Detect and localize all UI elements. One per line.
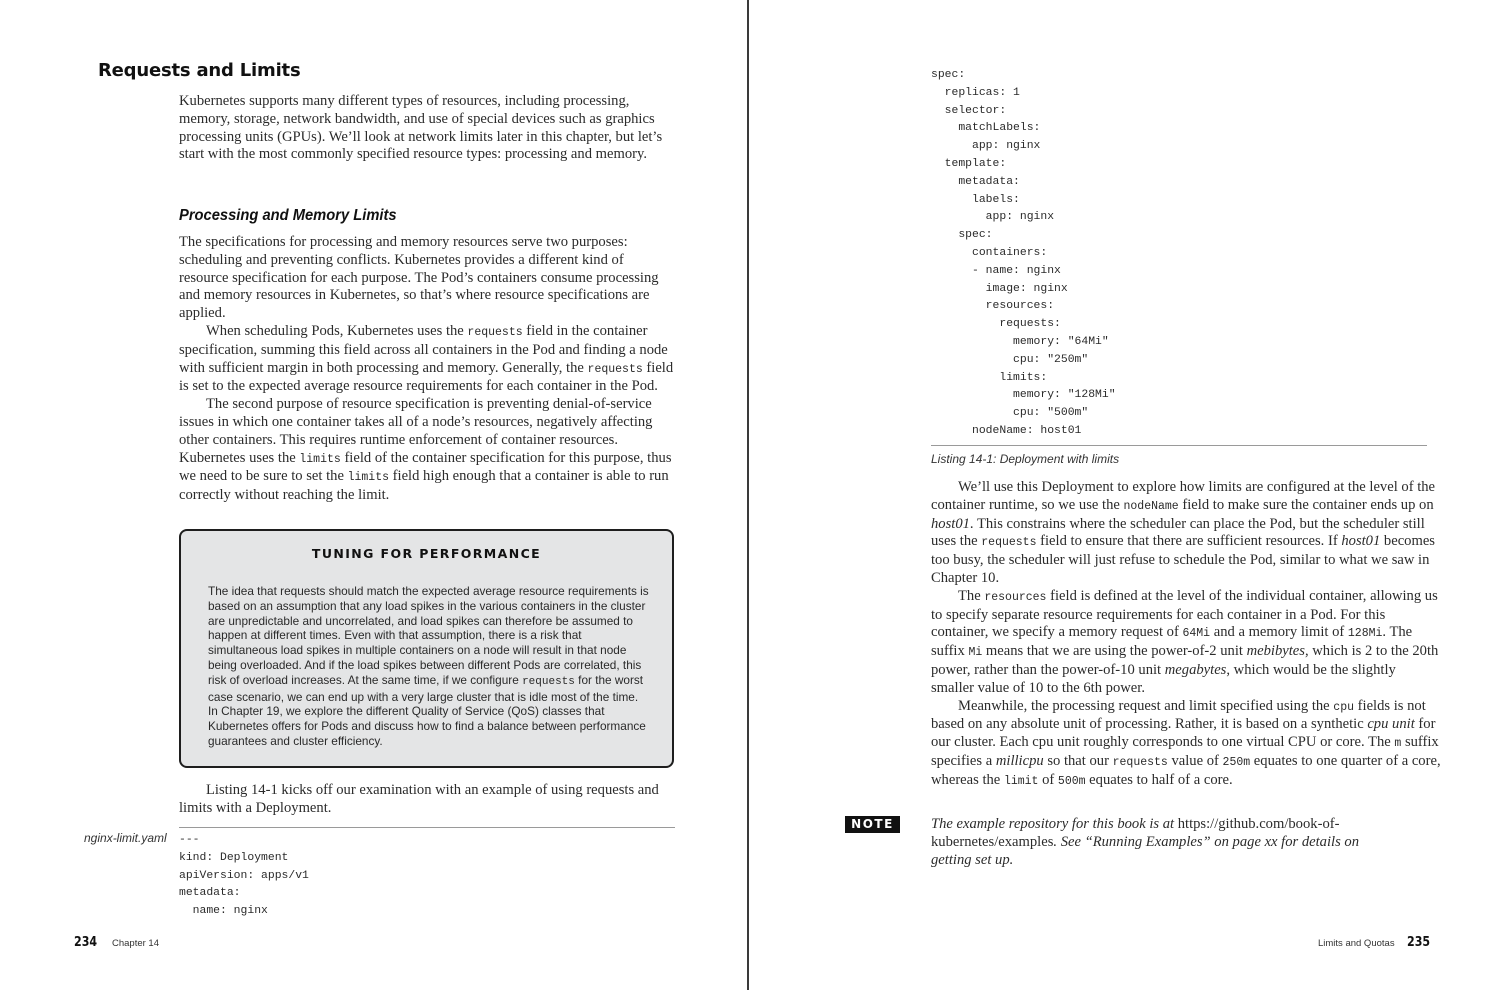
emphasis: host01 — [931, 515, 970, 532]
paragraph-purposes: The specifications for processing and memory resources serve two purposes: scheduling and preventing conflicts. Kubernetes provides a different kind of resource specification for each purpose. The Pod’s containers consume processing and memory resources in Kubernetes, so that’s where resource specifications are applied. — [179, 234, 659, 322]
text-span: so that our — [1043, 752, 1113, 769]
inline-code: m — [1394, 737, 1402, 751]
text-span: The idea that requests should match the expected average resource requirements is based on an assumption that any load spikes in the various containers in the cluster are unpredictable and uncorrelated, and load spikes can therefore be assumed to happen at different times. Even with that assumption, there is a risk that simultaneous load spikes in multiple containers on a node will result in that node being overloaded. And if the load spikes between different Pods are correlated, this risk of overload increases. At the same time, if we configure — [208, 584, 649, 687]
text-span: , which is 2 to the 20th power, rather than the power-of-10 unit — [931, 643, 1439, 678]
emphasis: millicpu — [995, 752, 1044, 769]
listing-file-label: nginx-limit.yaml — [84, 831, 167, 845]
note-text — [931, 816, 1391, 869]
inline-code: requests — [587, 362, 643, 376]
subsection-heading: Processing and Memory Limits — [179, 207, 397, 224]
listing-bottom-rule — [931, 445, 1427, 446]
running-footer-chapter-title: Limits and Quotas — [1318, 938, 1395, 949]
text-span: . See “Running Examples” on page xx for details on getting set up. — [931, 833, 1360, 868]
inline-code: limits — [347, 471, 390, 485]
text-span: field of the container specification for this purpose, thus we need to be sure to set the — [179, 449, 672, 485]
left-page — [0, 0, 747, 990]
paragraph-cpu-units — [931, 698, 1441, 791]
code-listing-part1: --- kind: Deployment apiVersion: apps/v1 metadata: name: nginx — [179, 834, 309, 918]
text-span: field to ensure that there are sufficient resources. If — [1036, 533, 1342, 550]
text-span: Meanwhile, the processing request and limit specified using the — [958, 697, 1334, 714]
tuning-for-performance-sidebar — [179, 529, 674, 768]
callout-body — [208, 584, 650, 749]
text-span: The second purpose of resource specification is preventing denial-of-service issues in which one container takes all of a node’s resources, negatively affecting other containers. This requires runtime enforcement of container resources. Kubernetes uses the — [179, 396, 653, 466]
inline-code: requests — [522, 675, 575, 688]
inline-code: nodeName — [1123, 499, 1179, 513]
text-span: , which would be the slightly smaller value of 10 to the 6th power. — [931, 661, 1396, 696]
paragraph-nodename — [931, 479, 1441, 588]
text-span: equates to one quarter of a core, whereas the — [931, 752, 1441, 788]
inline-code: 128Mi — [1347, 627, 1383, 641]
text-span: equates to half of a core. — [1085, 771, 1233, 788]
text-span: becomes too busy, the scheduler will just refuse to schedule the Pod, similar to what we saw in Chapter 10. — [931, 533, 1435, 586]
page-number: 234 — [74, 935, 98, 950]
text-span: We’ll use this Deployment to explore how limits are configured at the level of the container runtime, so we use the — [931, 479, 1436, 513]
inline-code: 64Mi — [1182, 627, 1211, 641]
page-number: 235 — [1407, 935, 1431, 950]
emphasis: host01 — [1341, 533, 1381, 550]
inline-code: requests — [981, 536, 1037, 550]
inline-code: requests — [467, 325, 523, 339]
text-span: for the worst case scenario, we can end up with a very large cluster that is idle most of the time. In Chapter 19, we explore the different Quality of Service (QoS) classes that Kubernetes offers for Pods and discuss how to find a balance between performance guarantees and cluster efficiency. — [208, 672, 646, 748]
inline-code: requests — [1112, 755, 1168, 769]
inline-code: Mi — [968, 646, 983, 660]
emphasis: cpu unit — [1367, 716, 1415, 733]
text-span: The — [958, 587, 985, 604]
text-span: for our cluster. Each cpu unit roughly corresponds to one virtual CPU or core. The — [931, 716, 1436, 751]
listing-caption: Listing 14-1: Deployment with limits — [931, 452, 1120, 466]
note-badge: NOTE — [845, 816, 900, 833]
text-span: field high enough that a container is able to run correctly without reaching the limit. — [179, 468, 669, 504]
right-page-body — [931, 479, 1441, 791]
text-span: field is set to the expected average resource requirements for each container in the Pod. — [179, 359, 674, 395]
paragraph-resources — [931, 588, 1441, 698]
inline-code: cpu — [1333, 700, 1355, 714]
text-span: . This constrains where the scheduler can place the Pod, but the scheduler still uses the — [931, 515, 1425, 550]
running-footer-chapter: Chapter 14 — [112, 938, 160, 949]
text-span: When scheduling Pods, Kubernetes uses the — [206, 322, 468, 339]
inline-code: limits — [299, 452, 341, 466]
inline-code: 250m — [1222, 755, 1251, 769]
code-listing-part2: spec: replicas: 1 selector: matchLabels: app: nginx template: metadata: labels: app: nginx spec: containers: - name: nginx image: nginx resources: requests: memory: "64Mi" cpu: "250m" limits: memory: "128Mi" cpu: "500m" nodeName: host01 — [931, 69, 1116, 437]
paragraph-scheduling — [179, 323, 675, 396]
section-heading: Requests and Limits — [98, 60, 301, 81]
text-span: suffix specifies a — [931, 734, 1439, 769]
text-span: . The suffix — [931, 624, 1413, 660]
inline-code: resources — [984, 590, 1047, 604]
text-span: and a memory limit of — [1210, 624, 1348, 641]
emphasis: megabytes — [1164, 661, 1227, 678]
text-span: field to make sure the container ends up on — [1178, 496, 1434, 513]
text-span: field in the container specification, summing this field across all containers in the Pod and finding a node with sufficient margin in both processing and memory. Generally, the — [179, 322, 668, 376]
text-span: fields is not based on any absolute unit of processing. Rather, it is based on a synthetic — [931, 697, 1426, 733]
listing-top-rule — [179, 827, 675, 828]
text-span: field is defined at the level of the individual container, allowing us to specify separate resource requirements for each container in a Pod. For this container, we specify a memory request of — [931, 587, 1438, 641]
intro-paragraph: Kubernetes supports many different types of resources, including processing, memory, storage, network bandwidth, and use of special devices such as graphics processing units (GPUs). We’ll look at network limits later in this chapter, but let’s start with the most commonly specified resource types: processing and memory. — [179, 93, 663, 163]
text-span: The example repository for this book is at — [931, 816, 1178, 832]
inline-code: limit — [1003, 774, 1039, 788]
text-span: means that we are using the power-of-2 unit — [982, 643, 1247, 660]
paragraph-listing-intro: Listing 14-1 kicks off our examination with an example of using requests and limits with a Deployment. — [179, 782, 659, 816]
inline-code: 500m — [1057, 774, 1086, 788]
processing-limits-text — [179, 234, 675, 505]
text-span: value of — [1167, 752, 1223, 769]
repository-link[interactable]: https://github.com/book-of-kubernetes/examples — [931, 816, 1340, 850]
paragraph-denial-of-service — [179, 396, 675, 505]
text-span: of — [1038, 771, 1058, 788]
callout-title: TUNING FOR PERFORMANCE — [311, 546, 542, 561]
emphasis: mebibytes — [1246, 643, 1305, 660]
